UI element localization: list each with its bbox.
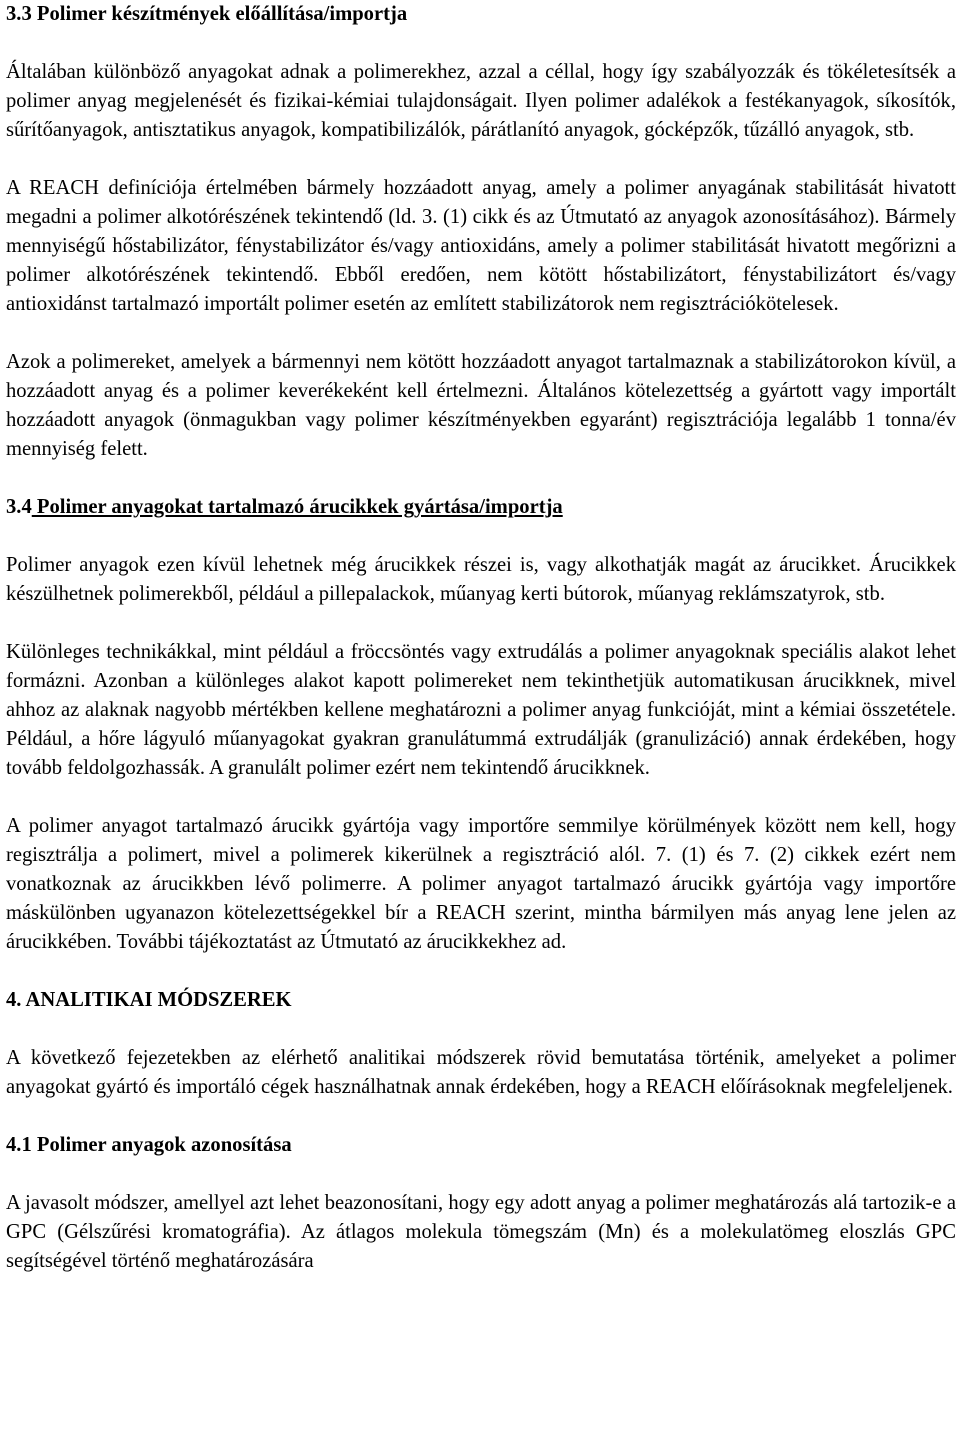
- paragraph-analytical-methods: A következő fejezetekben az elérhető analitikai módszerek rövid bemutatása történik, amelyeket a polimer anyagokat gyártó és importáló cégek használhatnak annak érdekében, hogy a REACH előírásoknak megfeleljenek.: [6, 1047, 956, 1098]
- section-heading-4: 4. ANALITIKAI MÓDSZEREK: [6, 989, 292, 1011]
- paragraph-additives: Általában különböző anyagokat adnak a polimerekhez, azzal a céllal, hogy így szabályozzák és tökéletesítsék a polimer anyag megjelenését és fizikai-kémiai tulajdonságait. Ilyen polimer adalékok a festékanyagok, síkosítók, sűrítőanyagok, antisztatikus anyagok, kompatibilizálók, párátlanító anyagok, gócképzők, tűzálló anyagok, stb.: [6, 61, 956, 141]
- paragraph-registration: A polimer anyagot tartalmazó árucikk gyártója vagy importőre semmilye körülmények között nem kell, hogy regisztrálja a polimert, mivel a polimerek kikerülnek a regisztráció alól. 7. (1) és 7. (2) cikkek ezért nem vonatkoznak az árucikkben lévő polimerre. A polimer anyagot tartalmazó árucikk gyártója vagy importőre máskülönben ugyanazon kötelezettségekkel bír a REACH szerint, mintha bármilyen más anyag lene jelen az árucikkében. További tájékoztatást az Útmutató az árucikkekhez ad.: [6, 815, 956, 953]
- paragraph-reach-definition: A REACH definíciója értelmében bármely hozzáadott anyag, amely a polimer anyagának stabilitását hivatott megadni a polimer alkotórészének tekintendő (ld. 3. (1) cikk és az Útmutató az anyagok azonosításához). Bármely mennyiségű hőstabilizátor, fénystabilizátor és/vagy antioxidáns, amely a polimer stabilitását hivatott megőrizni a polimer alkotórészének tekintendő. Ebből eredően, nem kötött hőstabilizátort, fénystabilizátort és/vagy antioxidánst tartalmazó importált polimer esetén az említett stabilizátorok nem regisztrációkötelesek.: [6, 177, 956, 315]
- paragraph-special-shapes: Különleges technikákkal, mint például a fröccsöntés vagy extrudálás a polimer anyagoknak speciális alakot lehet formázni. Azonban a különleges alakot kapott polimereket nem tekinthetjük automatikusan árucikknek, mivel ahhoz az alaknak nagyobb mértékben kellene meghatározni a polimer anyag funkcióját, mint a kémiai összetétele. Például, a hőre lágyuló műanyagokat gyakran granulátummá extrudálják (granulizáció) annak érdekében, hogy tovább feldolgozhassák. A granulált polimer ezért nem tekintendő árucikknek.: [6, 641, 956, 779]
- document-page: [6, 0, 956, 1276]
- section-heading-3-3: 3.3 Polimer készítmények előállítása/importja: [6, 3, 408, 25]
- paragraph-articles: Polimer anyagok ezen kívül lehetnek még árucikkek részei is, vagy alkothatják magát az árucikket. Árucikkek készülhetnek polimerekből, például a pillepalackok, műanyag kerti bútorok, műanyag reklámszatyrok, stb.: [6, 554, 956, 605]
- paragraph-mixture: Azok a polimereket, amelyek a bármennyi nem kötött hozzáadott anyagot tartalmaznak a stabilizátorokon kívül, a hozzáadott anyag és a polimer keverékeként kell értelmezni. Általános kötelezettség a gyártott vagy importált hozzáadott anyagok (önmagukban vagy polimer készítményekben egyaránt) regisztrációja legalább 1 tonna/év mennyiség felett.: [6, 351, 956, 460]
- section-heading-3-4-number: 3.4: [6, 496, 32, 518]
- section-heading-3-4-title: Polimer anyagokat tartalmazó árucikkek gyártása/importja: [31, 496, 563, 518]
- paragraph-polymer-identification: A javasolt módszer, amellyel azt lehet beazonosítani, hogy egy adott anyag a polimer meghatározás alá tartozik-e a GPC (Gélszűrési kromatográfia). Az átlagos molekula tömegszám (Mn) és a molekulatömeg eloszlás GPC segítségével történő meghatározására: [6, 1192, 956, 1272]
- section-heading-3-4: [6, 493, 956, 522]
- section-heading-4-1: 4.1 Polimer anyagok azonosítása: [6, 1134, 292, 1156]
